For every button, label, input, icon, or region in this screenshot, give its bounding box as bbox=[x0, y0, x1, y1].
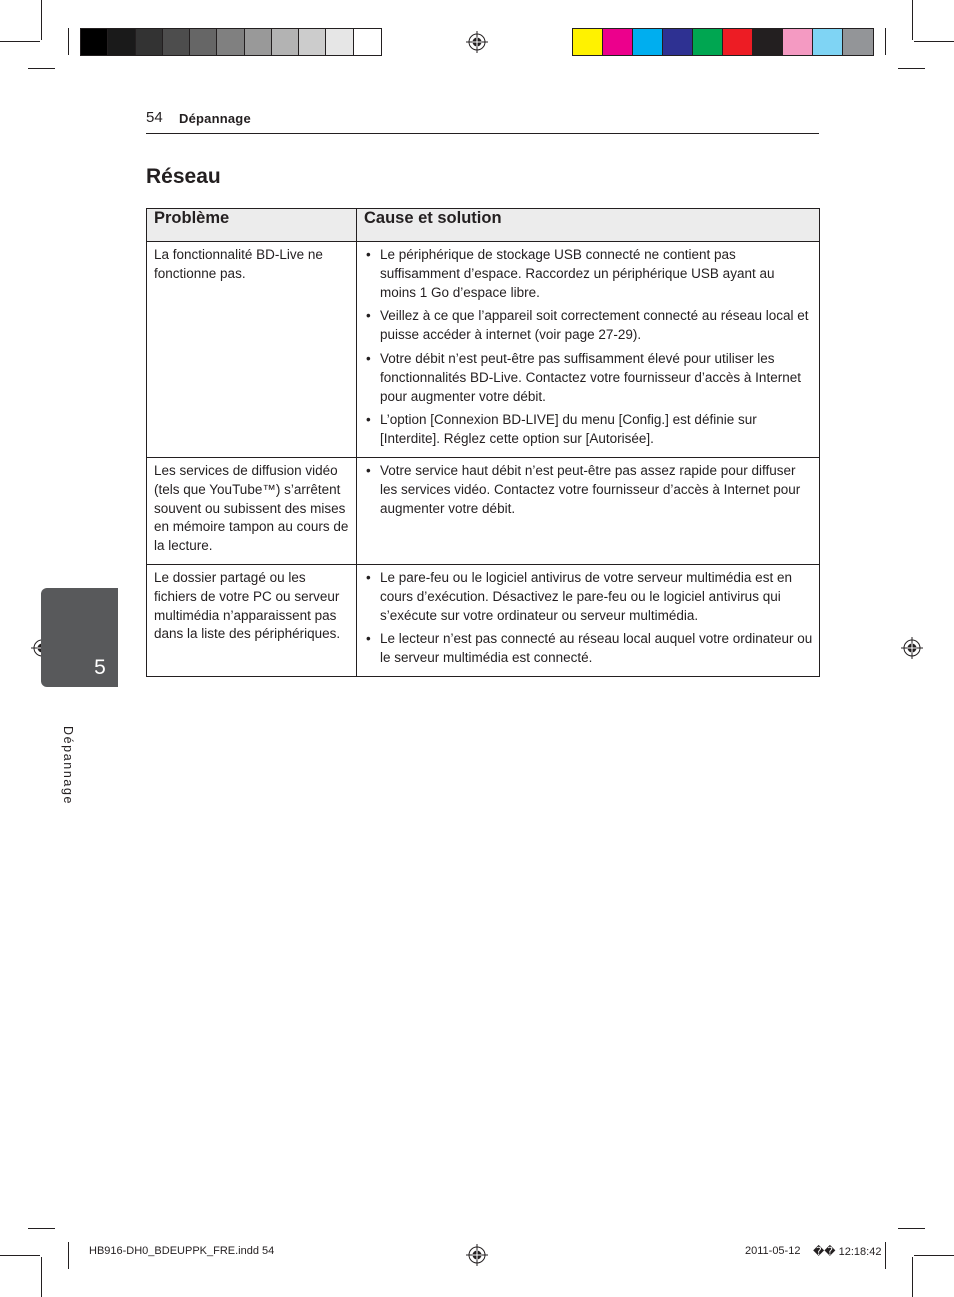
solution-list bbox=[364, 569, 813, 668]
solution-item bbox=[364, 630, 813, 668]
color-swatch bbox=[136, 29, 163, 55]
table-row bbox=[147, 564, 820, 676]
color-swatch bbox=[217, 29, 244, 55]
crop-mark bbox=[898, 1228, 925, 1229]
problem-cell: Les services de diffusion vidéo (tels que YouTube™) s’arrêtent souvent ou subissent des mises en mémoire tampon au cours de la lecture. bbox=[147, 457, 357, 564]
solution-text: Le périphérique de stockage USB connecté ne contient pas suffisamment d’espace. Raccordez un périphérique USB ayant au moins 1 Go d’espace libre. bbox=[380, 247, 775, 300]
registration-mark-icon bbox=[901, 637, 923, 659]
page-number: 54 bbox=[146, 109, 163, 126]
color-swatch bbox=[245, 29, 272, 55]
process-color-bar bbox=[572, 28, 874, 56]
color-swatch bbox=[693, 29, 723, 55]
crop-mark bbox=[912, 1257, 913, 1297]
solution-cell bbox=[357, 457, 820, 564]
color-swatch bbox=[108, 29, 135, 55]
bullet-icon: • bbox=[366, 462, 371, 478]
crop-mark bbox=[68, 28, 69, 55]
color-swatch bbox=[163, 29, 190, 55]
header-rule bbox=[146, 133, 819, 134]
solution-text: Le pare-feu ou le logiciel antivirus de votre serveur multimédia est en cours d’exécution. Désactivez le pare-feu ou le logiciel antivirus qui s’exécute sur votre ordinateur ou serveur multimédia. bbox=[380, 569, 792, 623]
color-swatch bbox=[753, 29, 783, 55]
color-swatch bbox=[603, 29, 633, 55]
chapter-label: Dépannage bbox=[61, 726, 75, 806]
color-swatch bbox=[663, 29, 693, 55]
registration-mark-icon bbox=[466, 1244, 488, 1266]
solution-list bbox=[364, 246, 813, 449]
footer-date: 2011-05-12 bbox=[745, 1245, 801, 1257]
color-swatch bbox=[354, 29, 381, 55]
table-header-row bbox=[147, 209, 820, 242]
solution-text: Votre débit n’est peut-être pas suffisamment élevé pour utiliser les fonctionnalités BD-Live. Contactez votre fournisseur d’accès à Internet pour augmenter votre débit. bbox=[380, 350, 801, 404]
solution-text: Le lecteur n’est pas connecté au réseau local auquel votre ordinateur ou le serveur multimédia est connecté. bbox=[380, 631, 813, 666]
bullet-icon: • bbox=[366, 569, 371, 585]
color-swatch bbox=[723, 29, 753, 55]
color-swatch bbox=[326, 29, 353, 55]
color-swatch bbox=[190, 29, 217, 55]
crop-mark bbox=[68, 1242, 69, 1269]
crop-mark bbox=[0, 1255, 40, 1256]
crop-mark bbox=[885, 1242, 886, 1269]
problem-cell: Le dossier partagé ou les fichiers de votre PC ou serveur multimédia n’apparaissent pas dans la liste des périphériques. bbox=[147, 564, 357, 676]
solution-text: Veillez à ce que l’appareil soit correctement connecté au réseau local et puisse accéder à internet (voir page 27-29). bbox=[380, 308, 809, 343]
section-title: Réseau bbox=[146, 165, 221, 188]
footer-time: �� 12:18:42 bbox=[813, 1246, 882, 1258]
crop-mark bbox=[914, 1255, 954, 1256]
running-header-section: Dépannage bbox=[179, 111, 251, 126]
table-body bbox=[147, 242, 820, 677]
color-swatch bbox=[272, 29, 299, 55]
solution-cell bbox=[357, 564, 820, 676]
solution-text: Votre service haut débit n’est peut-être pas assez rapide pour diffuser les services vidéo. Contactez votre fournisseur d’accès à Internet pour augmenter votre débit. bbox=[380, 462, 801, 516]
bullet-icon: • bbox=[366, 631, 371, 647]
footer-filename: HB916-DH0_BDEUPPK_FRE.indd 54 bbox=[89, 1245, 275, 1257]
crop-mark bbox=[41, 1257, 42, 1297]
solution-item bbox=[364, 350, 813, 406]
bullet-icon: • bbox=[366, 308, 371, 324]
column-header-solution: Cause et solution bbox=[357, 209, 820, 242]
color-swatch bbox=[573, 29, 603, 55]
troubleshooting-table bbox=[146, 208, 820, 677]
crop-mark bbox=[0, 41, 40, 42]
color-swatch bbox=[843, 29, 873, 55]
solution-item bbox=[364, 307, 813, 345]
table-row bbox=[147, 457, 820, 564]
color-swatch bbox=[813, 29, 843, 55]
solution-item bbox=[364, 569, 813, 625]
bullet-icon: • bbox=[366, 350, 371, 366]
solution-list bbox=[364, 462, 813, 518]
bullet-icon: • bbox=[366, 412, 371, 428]
problem-cell: La fonctionnalité BD-Live ne fonctionne pas. bbox=[147, 242, 357, 458]
column-header-problem: Problème bbox=[147, 209, 357, 242]
color-swatch bbox=[299, 29, 326, 55]
table-row bbox=[147, 242, 820, 458]
grayscale-color-bar bbox=[80, 28, 382, 56]
bullet-icon: • bbox=[366, 247, 371, 262]
color-swatch bbox=[783, 29, 813, 55]
crop-mark bbox=[914, 41, 954, 42]
crop-mark bbox=[28, 68, 55, 69]
crop-mark bbox=[885, 28, 886, 55]
color-swatch bbox=[81, 29, 108, 55]
solution-item bbox=[364, 411, 813, 449]
crop-mark bbox=[898, 68, 925, 69]
color-swatch bbox=[633, 29, 663, 55]
crop-mark bbox=[912, 0, 913, 40]
solution-text: L’option [Connexion BD-LIVE] du menu [Config.] est définie sur [Interdite]. Réglez cette option sur [Autorisée]. bbox=[380, 412, 757, 447]
solution-cell bbox=[357, 242, 820, 458]
registration-mark-icon bbox=[466, 31, 488, 53]
solution-item bbox=[364, 462, 813, 518]
crop-mark bbox=[41, 0, 42, 40]
solution-item bbox=[364, 246, 813, 302]
crop-mark bbox=[28, 1228, 55, 1229]
chapter-number: 5 bbox=[94, 656, 106, 679]
